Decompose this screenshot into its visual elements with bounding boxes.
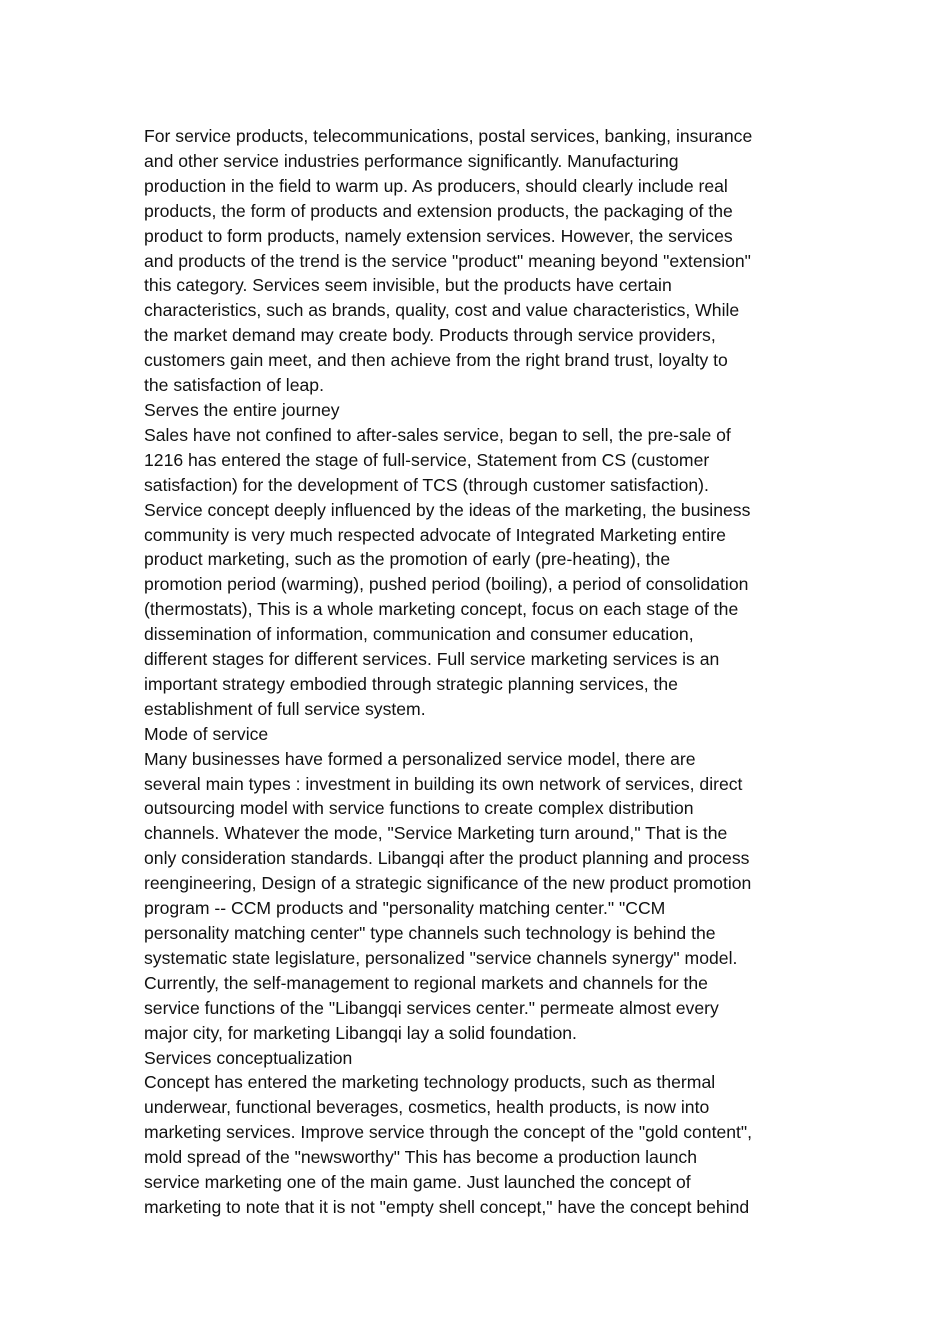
text-line: several main types : investment in building its own network of services, direct xyxy=(144,773,743,794)
text-line: marketing to note that it is not "empty shell concept," have the concept behind xyxy=(144,1196,750,1217)
text-line: this category. Services seem invisible, but the products have certain xyxy=(144,275,672,296)
text-line: For service products, telecommunications, postal services, banking, insurance xyxy=(144,126,753,146)
text-line: mold spread of the "newsworthy" This has become a production launch xyxy=(144,1147,697,1168)
section-heading-entire-journey xyxy=(144,398,810,423)
text-line: promotion period (warming), pushed period (boiling), a period of consolidation xyxy=(144,574,749,595)
heading-text: Mode of service xyxy=(144,723,269,744)
text-line: important strategy embodied through strategic planning services, the xyxy=(144,673,678,694)
text-line: program -- CCM products and "personality matching center." "CCM xyxy=(144,898,666,919)
text-line: only consideration standards. Libangqi after the product planning and process xyxy=(144,848,750,869)
text-line: products, the form of products and extension products, the packaging of the xyxy=(144,200,733,221)
text-line: and products of the trend is the service "product" meaning beyond "extension" xyxy=(144,250,751,271)
text-line: systematic state legislature, personalized "service channels synergy" model. xyxy=(144,947,738,968)
document-page xyxy=(144,124,810,1220)
heading-text: Services conceptualization xyxy=(144,1047,353,1068)
text-line: reengineering, Design of a strategic significance of the new product promotion xyxy=(144,873,752,894)
text-line: Many businesses have formed a personalized service model, there are xyxy=(144,748,696,769)
text-line: establishment of full service system. xyxy=(144,698,426,719)
text-line: outsourcing model with service functions to create complex distribution xyxy=(144,798,694,819)
text-line: dissemination of information, communication and consumer education, xyxy=(144,624,694,645)
section-heading-mode-of-service xyxy=(144,722,810,747)
paragraph-service-products xyxy=(144,124,810,398)
text-line: customers gain meet, and then achieve from the right brand trust, loyalty to xyxy=(144,350,728,371)
text-line: product marketing, such as the promotion of early (pre-heating), the xyxy=(144,549,671,570)
text-line: service marketing one of the main game. Just launched the concept of xyxy=(144,1172,691,1193)
heading-text: Serves the entire journey xyxy=(144,399,340,420)
paragraph-conceptualization xyxy=(144,1070,810,1219)
paragraph-entire-journey xyxy=(144,423,810,722)
text-line: the market demand may create body. Products through service providers, xyxy=(144,325,716,346)
text-line: Sales have not confined to after-sales service, began to sell, the pre-sale of xyxy=(144,424,731,445)
text-line: service functions of the "Libangqi services center." permeate almost every xyxy=(144,997,719,1018)
text-line: channels. Whatever the mode, "Service Marketing turn around," That is the xyxy=(144,823,728,844)
text-line: 1216 has entered the stage of full-service, Statement from CS (customer xyxy=(144,449,710,470)
text-line: (thermostats), This is a whole marketing concept, focus on each stage of the xyxy=(144,599,739,620)
paragraph-mode-of-service xyxy=(144,747,810,1046)
text-line: Service concept deeply influenced by the ideas of the marketing, the business xyxy=(144,499,751,520)
text-line: satisfaction) for the development of TCS (through customer satisfaction). xyxy=(144,474,709,495)
text-line: and other service industries performance significantly. Manufacturing xyxy=(144,150,679,171)
text-line: personality matching center" type channels such technology is behind the xyxy=(144,923,716,943)
text-line: community is very much respected advocate of Integrated Marketing entire xyxy=(144,524,726,545)
text-line: production in the field to warm up. As producers, should clearly include real xyxy=(144,175,728,196)
text-line: characteristics, such as brands, quality, cost and value characteristics, While xyxy=(144,300,740,321)
text-line: the satisfaction of leap. xyxy=(144,375,324,396)
section-heading-conceptualization xyxy=(144,1046,810,1071)
text-line: Currently, the self-management to regional markets and channels for the xyxy=(144,972,708,993)
text-line: major city, for marketing Libangqi lay a solid foundation. xyxy=(144,1022,577,1043)
text-line: product to form products, namely extension services. However, the services xyxy=(144,225,733,246)
text-line: marketing services. Improve service through the concept of the "gold content", xyxy=(144,1122,753,1143)
text-line: different stages for different services. Full service marketing services is an xyxy=(144,649,720,670)
text-line: Concept has entered the marketing technology products, such as thermal xyxy=(144,1072,716,1093)
text-line: underwear, functional beverages, cosmetics, health products, is now into xyxy=(144,1097,710,1118)
